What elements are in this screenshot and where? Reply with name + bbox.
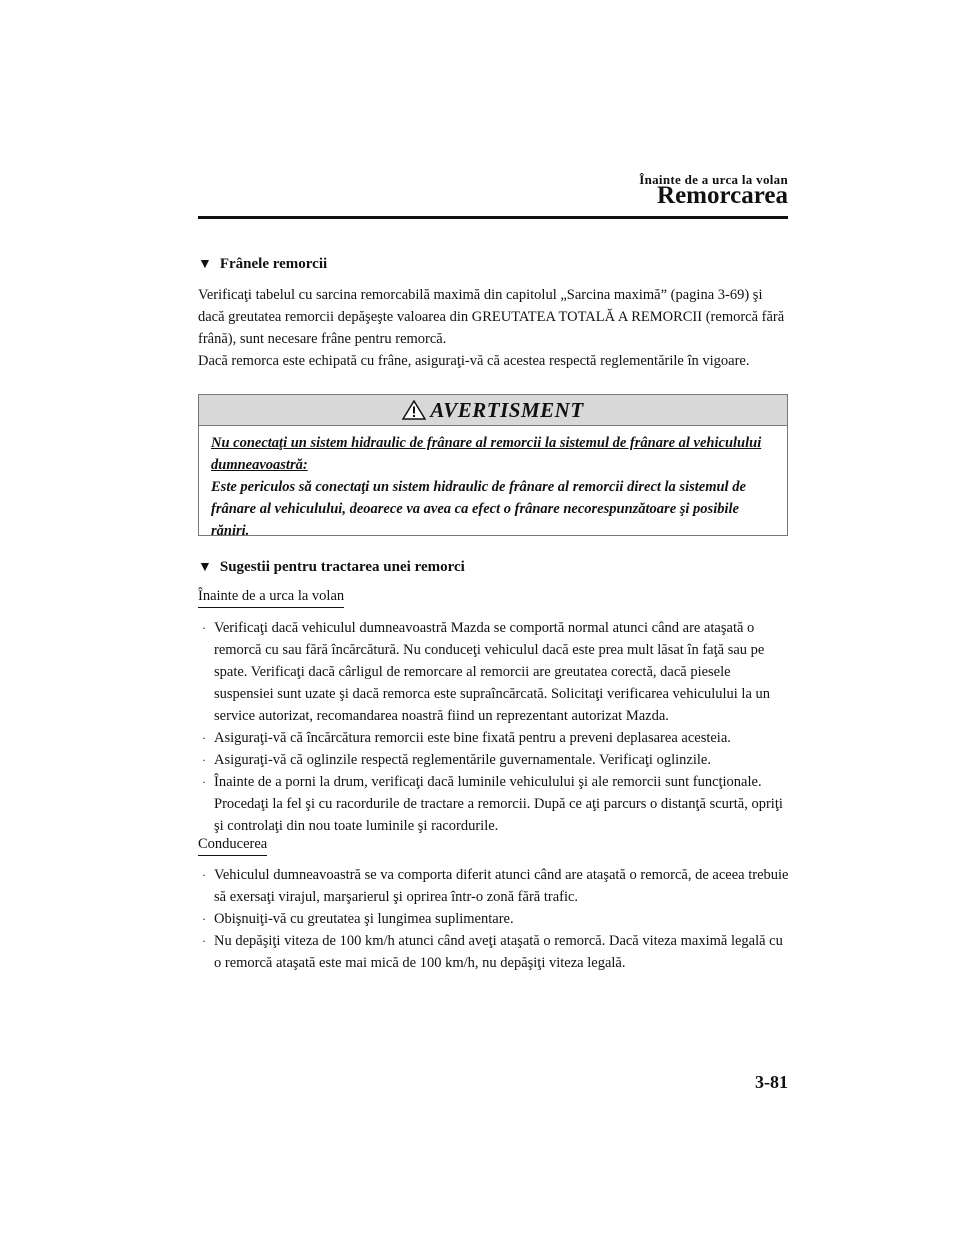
- list-item-text: Vehiculul dumneavoastră se va comporta diferit atunci când are ataşată o remorcă, de aceea trebuie să exersaţi virajul, marşarierul şi oprirea într-o zonă fără trafic.: [214, 867, 789, 905]
- list-item: [200, 749, 790, 771]
- subsection-heading-driving: Conducerea: [198, 834, 267, 856]
- warning-lead: Nu conectaţi un sistem hidraulic de frânare al remorcii la sistemul de frânare al vehiculului dumneavoastră:: [211, 435, 762, 473]
- subsection-heading-before-driving: Înainte de a urca la volan: [198, 586, 344, 608]
- warning-header: [199, 395, 787, 426]
- list-item: [200, 727, 790, 749]
- bullet-dot-icon: ·: [202, 934, 206, 948]
- warning-title: AVERTISMENT: [430, 397, 584, 422]
- section-paragraph-2: Dacă remorca este echipată cu frâne, asiguraţi-vă că acestea respectă reglementările în vigoare.: [198, 353, 750, 369]
- list-item: [200, 864, 790, 908]
- page-number: 3-81: [755, 1072, 788, 1092]
- section-heading-label: Frânele remorcii: [219, 256, 328, 272]
- list-item-text: Verificaţi dacă vehiculul dumneavoastră Mazda se comportă normal atunci când are ataşată o remorcă cu sau fără încărcătură. Nu conduceţi vehiculul dacă este prea mult lăsat în faţă sau pe spate. Verificaţi dacă cârligul de remorcare al remorcii are greutatea corectă, dacă piesele suspensiei sunt uzate şi dacă remorca este supraîncărcată. Solicitaţi verificarea vehiculului la un service autorizat, recomandarea noastră fiind un reprezentant autorizat Mazda.: [214, 620, 771, 724]
- section-paragraph: Verificaţi tabelul cu sarcina remorcabilă maximă din capitolul „Sarcina maximă” (pagina 3-69) şi dacă greutatea remorcii depăşeşte valoarea din GREUTATEA TOTALĂ A REMORCII (remorcă fără frână), sunt necesare frâne pentru remorcă.: [198, 287, 785, 347]
- bullet-dot-icon: ·: [202, 775, 206, 789]
- bullet-dot-icon: ·: [202, 731, 206, 745]
- list-item-text: Asiguraţi-vă că oglinzile respectă reglementările guvernamentale. Verificaţi oglinzile.: [214, 752, 711, 768]
- section-heading-towing-tips: [198, 559, 465, 576]
- list-item: [200, 908, 790, 930]
- list-item: [200, 771, 790, 837]
- bullet-list-driving: [200, 864, 790, 974]
- list-item: [200, 617, 790, 727]
- bullet-dot-icon: ·: [202, 621, 206, 635]
- list-item-text: Înainte de a porni la drum, verificaţi dacă luminile vehiculului şi ale remorcii sunt funcţionale. Procedaţi la fel şi cu racordurile de tractare a remorcii. După ce aţi parcurs o distanţă scurtă, opriţi şi controlaţi din nou toate luminile şi racordurile.: [214, 774, 783, 834]
- warning-triangle-icon: [402, 400, 426, 420]
- bullet-list-before-driving: [200, 617, 790, 837]
- section-heading-label: Sugestii pentru tractarea unei remorci: [219, 559, 465, 575]
- running-header-chapter: Înainte de a urca la volan: [639, 172, 788, 187]
- page-title: Remorcarea: [657, 182, 788, 209]
- warning-body: [199, 426, 787, 542]
- bullet-dot-icon: ·: [202, 753, 206, 767]
- list-item-text: Obişnuiţi-vă cu greutatea şi lungimea suplimentare.: [214, 911, 514, 927]
- header-divider: [198, 216, 788, 219]
- bullet-dot-icon: ·: [202, 868, 206, 882]
- section-heading-trailer-brakes: [198, 256, 327, 273]
- warning-text: Este periculos să conectaţi un sistem hidraulic de frânare al remorcii direct la sistemul de frânare al vehiculului, deoarece va avea ca efect o frânare necorespunzătoare şi posibile răniri.: [211, 479, 746, 539]
- triangle-down-icon: ▼: [198, 559, 212, 575]
- warning-box: [198, 394, 788, 539]
- list-item-text: Asiguraţi-vă că încărcătura remorcii este bine fixată pentru a preveni deplasarea acesteia.: [214, 730, 731, 746]
- list-item: [200, 930, 790, 974]
- bullet-dot-icon: ·: [202, 912, 206, 926]
- triangle-down-icon: ▼: [198, 256, 212, 272]
- list-item-text: Nu depăşiţi viteza de 100 km/h atunci când aveţi ataşată o remorcă. Dacă viteza maximă legală cu o remorcă ataşată este mai mică de 100 km/h, nu depăşiţi viteza legală.: [214, 933, 783, 971]
